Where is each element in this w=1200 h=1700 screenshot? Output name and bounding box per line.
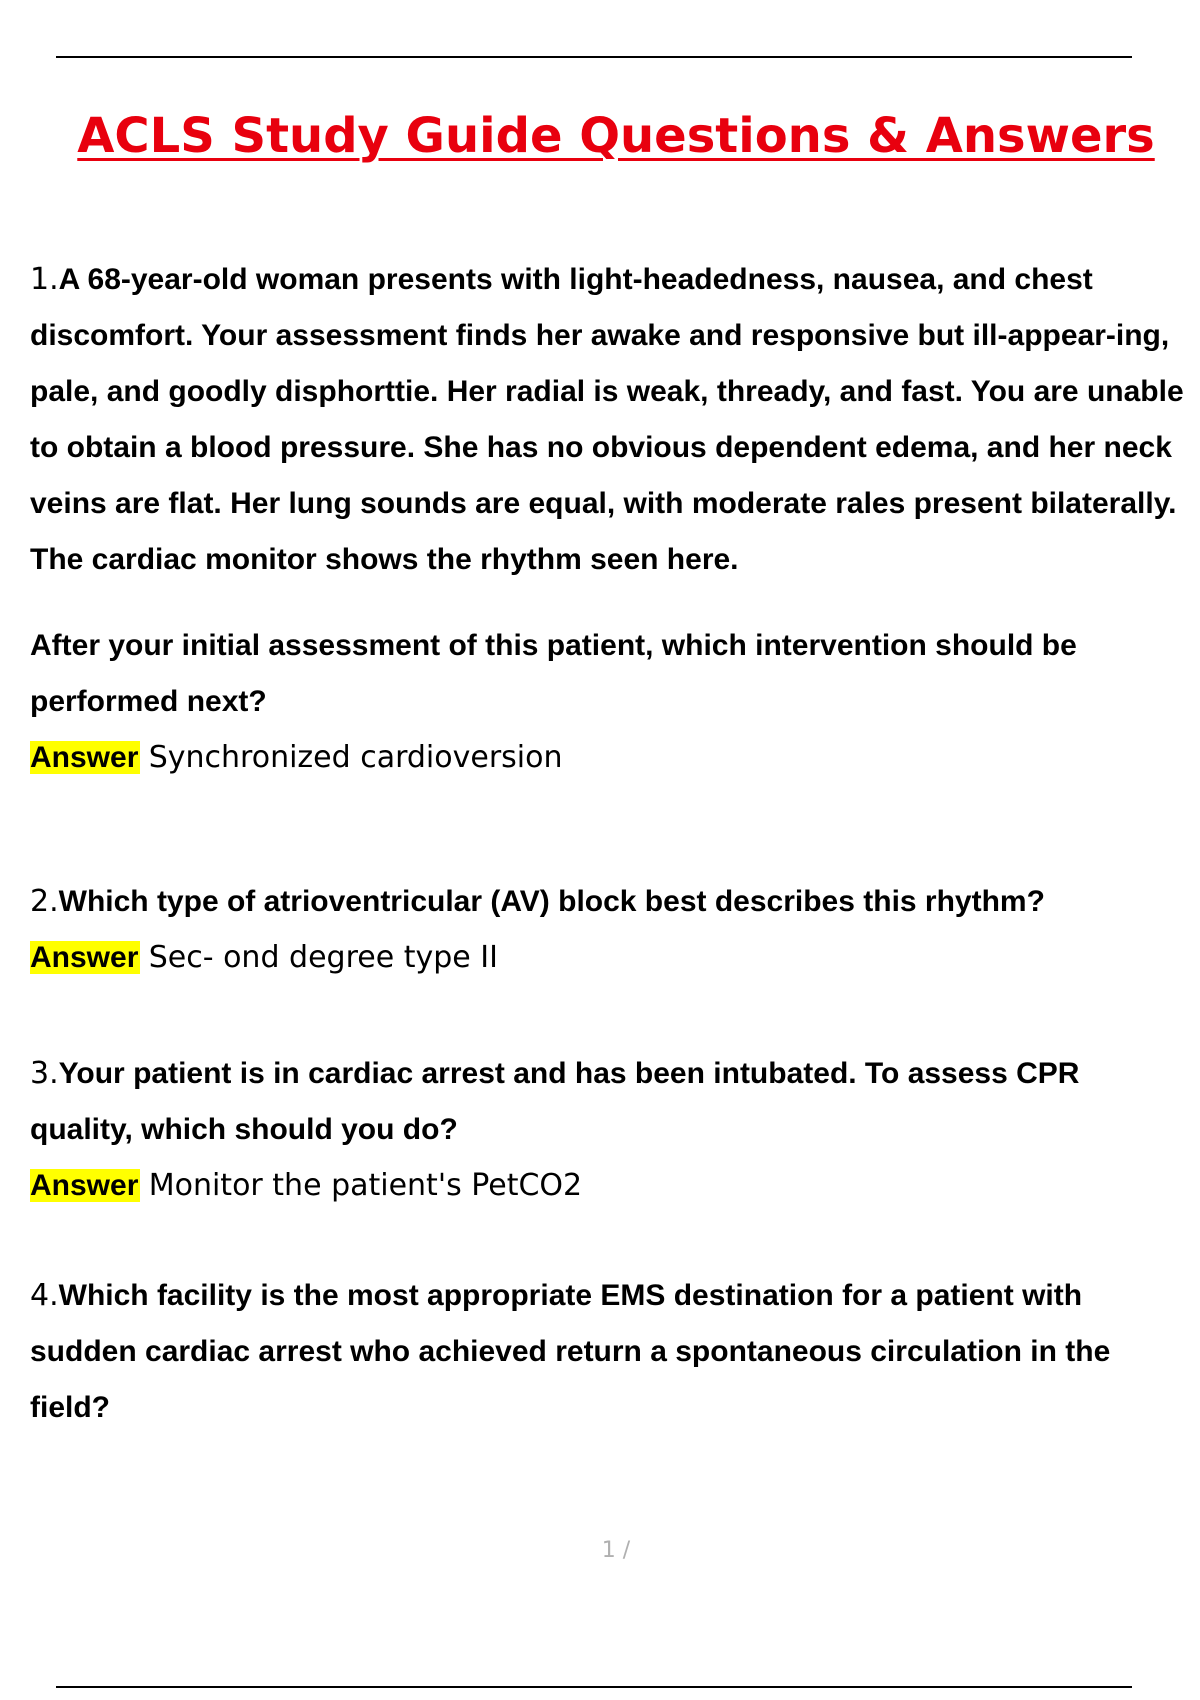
page-number: 1 / — [601, 1538, 631, 1563]
footer-rule — [56, 1686, 1132, 1688]
question-2-answer — [30, 930, 1190, 986]
answer-label: Answer — [30, 1169, 139, 1202]
question-4-text: Which facility is the most appropriate EMS destination for a patient with sudden cardiac arrest who achieved return a spontaneous circulation in the field? — [30, 1279, 1111, 1424]
question-1-number: 1. — [30, 262, 59, 297]
question-3-answer-text: Monitor the patient's PetCO2 — [148, 1168, 583, 1203]
question-1-answer-text: Synchronized cardioversion — [148, 740, 563, 775]
question-2-answer-text: Sec- ond degree type II — [148, 940, 498, 975]
question-2 — [30, 874, 1190, 930]
question-1-answer — [30, 730, 1190, 786]
page-title: ACLS Study Guide Questions & Answers — [77, 108, 1155, 164]
answer-label: Answer — [30, 741, 139, 774]
question-list — [30, 252, 1190, 1436]
question-1 — [30, 252, 1190, 588]
question-3-number: 3. — [30, 1056, 59, 1091]
question-3-answer — [30, 1158, 1190, 1214]
answer-label: Answer — [30, 941, 139, 974]
header-rule — [56, 56, 1132, 58]
question-3 — [30, 1046, 1190, 1158]
question-2-number: 2. — [30, 884, 59, 919]
question-1-text: A 68-year-old woman presents with light-headedness, nausea, and chest discomfort. Your assessment finds her awake and responsive but ill-appear-ing, pale, and goodly disphorttie. Her radial is weak, thready, and fast. You are unable to obtain a blood pressure. She has no obvious dependent edema, and her neck veins are flat. Her lung sounds are equal, with moderate rales present bilaterally. The cardiac monitor shows the rhythm seen here. — [30, 263, 1184, 576]
question-4 — [30, 1268, 1190, 1436]
question-3-text: Your patient is in cardiac arrest and has been intubated. To assess CPR quality, which should you do? — [30, 1057, 1080, 1146]
question-2-text: Which type of atrioventricular (AV) block best describes this rhythm? — [58, 885, 1045, 918]
question-4-number: 4. — [30, 1278, 59, 1313]
question-1-followup: After your initial assessment of this patient, which intervention should be performed next? — [30, 629, 1077, 718]
